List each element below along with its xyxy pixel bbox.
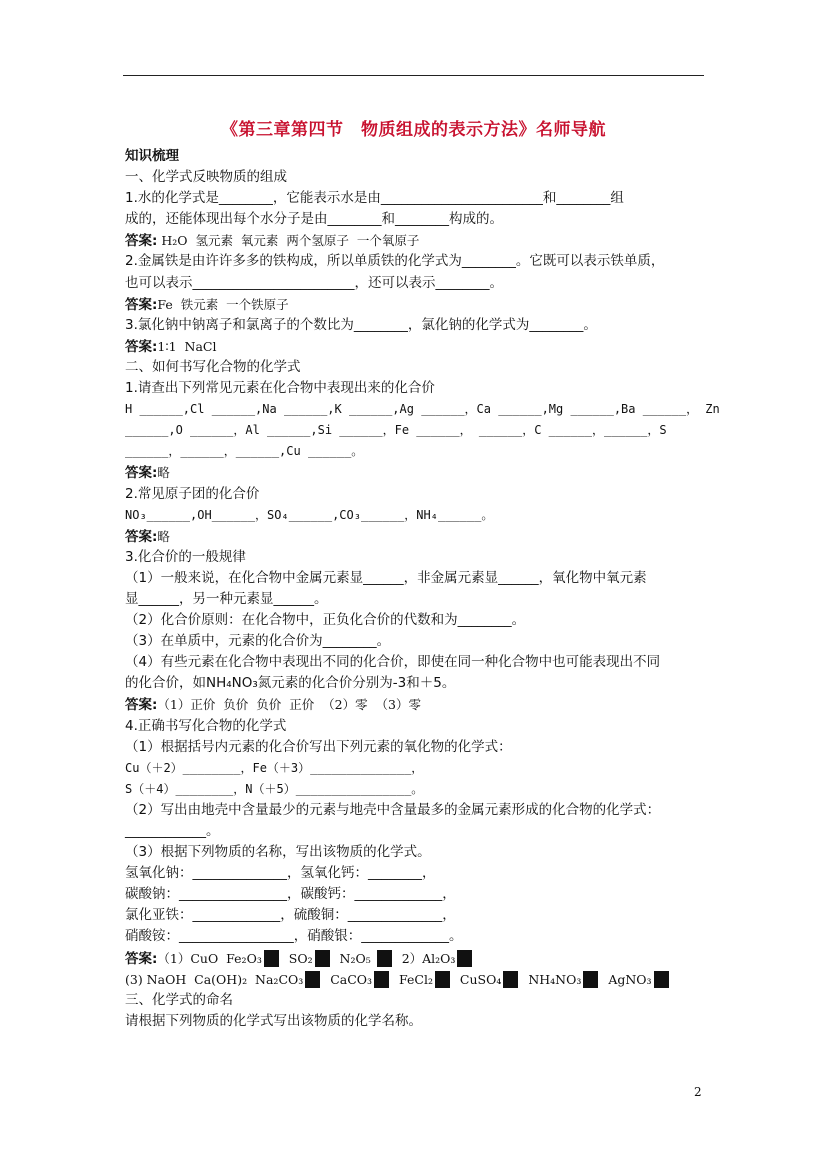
redaction-block	[264, 950, 279, 967]
answer-text: Fe 铁元素 一个铁原子	[157, 296, 289, 312]
text-line: （2）化合价原则：在化合物中，正负化合价的代数和为________。	[125, 612, 526, 629]
redaction-block	[315, 950, 330, 967]
text-line: 4.正确书写化合物的化学式	[125, 717, 287, 734]
page-number: 2	[694, 1085, 702, 1099]
answer-label: 答案:	[125, 528, 158, 545]
text-line: 二、如何书写化合物的化学式	[125, 358, 301, 375]
text-line: 碳酸钠：________________，碳酸钙：_____________，	[125, 886, 456, 903]
answer-label: 答案:	[125, 233, 158, 250]
answer-line	[125, 948, 705, 969]
answer-label: 答案:	[125, 950, 158, 967]
text-line: 1.请查出下列常见元素在化合物中表现出来的化合价	[125, 380, 435, 397]
answer-line	[125, 294, 705, 315]
text-line: （3）在单质中，元素的化合价为________。	[125, 633, 391, 650]
text-line: 硝酸铵：_________________，硝酸银：_____________。	[125, 928, 463, 945]
text-line: 氯化亚铁：_____________，硫酸铜：______________，	[125, 907, 456, 924]
answer-line	[125, 969, 705, 990]
answer-text: NH₄NO₃	[520, 971, 582, 987]
text-line: 2.金属铁是由许许多多的铁构成，所以单质铁的化学式为________。它既可以表示铁单质，	[125, 253, 665, 270]
text-line: 氢氧化钠：______________，氢氧化钙：________，	[125, 865, 436, 882]
answer-label: 答案:	[125, 465, 158, 482]
redaction-block	[374, 971, 389, 988]
redaction-block	[435, 971, 450, 988]
text-line: （1）根据括号内元素的化合价写出下列元素的氧化物的化学式：	[125, 738, 512, 755]
redaction-block	[305, 971, 320, 988]
answer-label: 答案:	[125, 697, 158, 714]
redaction-block	[583, 971, 598, 988]
redaction-block	[654, 971, 669, 988]
text-line: 请根据下列物质的化学式写出该物质的化学名称。	[125, 1012, 422, 1029]
redaction-block	[457, 950, 472, 967]
answer-text: （1）正价 负价 负价 正价 （2）零 （3）零	[157, 697, 421, 713]
text-line: Cu（＋2）________，Fe（＋3）______________，	[125, 760, 424, 775]
text-line: （1）一般来说，在化合物中金属元素显______，非金属元素显______，氧化物中氧元素	[125, 569, 647, 586]
answer-line	[125, 336, 705, 357]
text-line: 也可以表示________________________，还可以表示________。	[125, 274, 503, 291]
text-line: 成的，还能体现出每个水分子是由________和________构成的。	[125, 211, 503, 228]
text-line: 3.氯化钠中钠离子和氯离子的个数比为________，氯化钠的化学式为________。	[125, 316, 597, 333]
answer-label: 答案:	[125, 296, 158, 313]
answer-text: 2）Al₂O₃	[393, 950, 456, 966]
answer-text: SO₂	[280, 950, 313, 966]
text-line: 一、化学式反映物质的组成	[125, 169, 287, 186]
text-line: 三、化学式的命名	[125, 991, 233, 1008]
text-line: S（＋4）________，N（＋5）________________。	[125, 781, 424, 796]
text-line: ____________。	[125, 823, 220, 839]
text-line: ______，______，______,Cu ______。	[125, 444, 364, 459]
text-line: NO₃______,OH______，SO₄______,CO₃______，NH₄______。	[125, 507, 494, 522]
answer-line	[125, 694, 705, 715]
text-line: （2）写出由地壳中含量最少的元素与地壳中含量最多的金属元素形成的化合物的化学式：	[125, 801, 661, 818]
answer-text: CaCO₃	[322, 971, 373, 987]
answer-text: FeCl₂	[391, 971, 433, 987]
text-line: 的化合价，如NH₄NO₃氮元素的化合价分别为-3和＋5。	[125, 675, 456, 692]
answer-text: 略	[157, 528, 170, 544]
answer-label: 答案:	[125, 338, 158, 355]
header-rule	[123, 75, 704, 76]
answer-line	[125, 230, 705, 251]
answer-text: N₂O₅	[331, 950, 375, 966]
text-line: ______,O ______，Al ______,Si ______，Fe ______， ______，C ______，______，S	[125, 423, 667, 438]
text-line: 显______，另一种元素显______。	[125, 590, 328, 607]
answer-line	[125, 526, 705, 547]
text-line: H ______,Cl ______,Na ______,K ______,Ag ______，Ca ______,Mg ______,Ba ______， Zn	[125, 402, 720, 417]
answer-text: H₂O 氢元素 氧元素 两个氢原子 一个氧原子	[157, 233, 420, 249]
document-body	[125, 146, 720, 1032]
redaction-block	[377, 950, 392, 967]
document-title: 《第三章第四节 物质组成的表示方法》名师导航	[221, 120, 606, 140]
answer-text: 略	[157, 465, 170, 481]
answer-text: CuSO₄	[451, 971, 502, 987]
text-line: 1.水的化学式是________，它能表示水是由________________________和________组	[125, 190, 624, 207]
text-line: 2.常见原子团的化合价	[125, 485, 260, 502]
answer-text: 1∶1 NaCl	[157, 338, 217, 354]
answer-text: AgNO₃	[600, 971, 652, 987]
text-line: （4）有些元素在化合物中表现出不同的化合价，即使在同一种化合物中也可能表现出不同	[125, 654, 661, 671]
section-heading: 知识梳理	[125, 148, 179, 164]
text-line: （3）根据下列物质的名称，写出该物质的化学式。	[125, 844, 431, 861]
answer-line	[125, 462, 705, 483]
answer-text: （1）CuO Fe₂O₃	[157, 950, 262, 966]
redaction-block	[503, 971, 518, 988]
answer-text: (3) NaOH Ca(OH)₂ Na₂CO₃	[125, 971, 304, 987]
text-line: 3.化合价的一般规律	[125, 548, 246, 565]
